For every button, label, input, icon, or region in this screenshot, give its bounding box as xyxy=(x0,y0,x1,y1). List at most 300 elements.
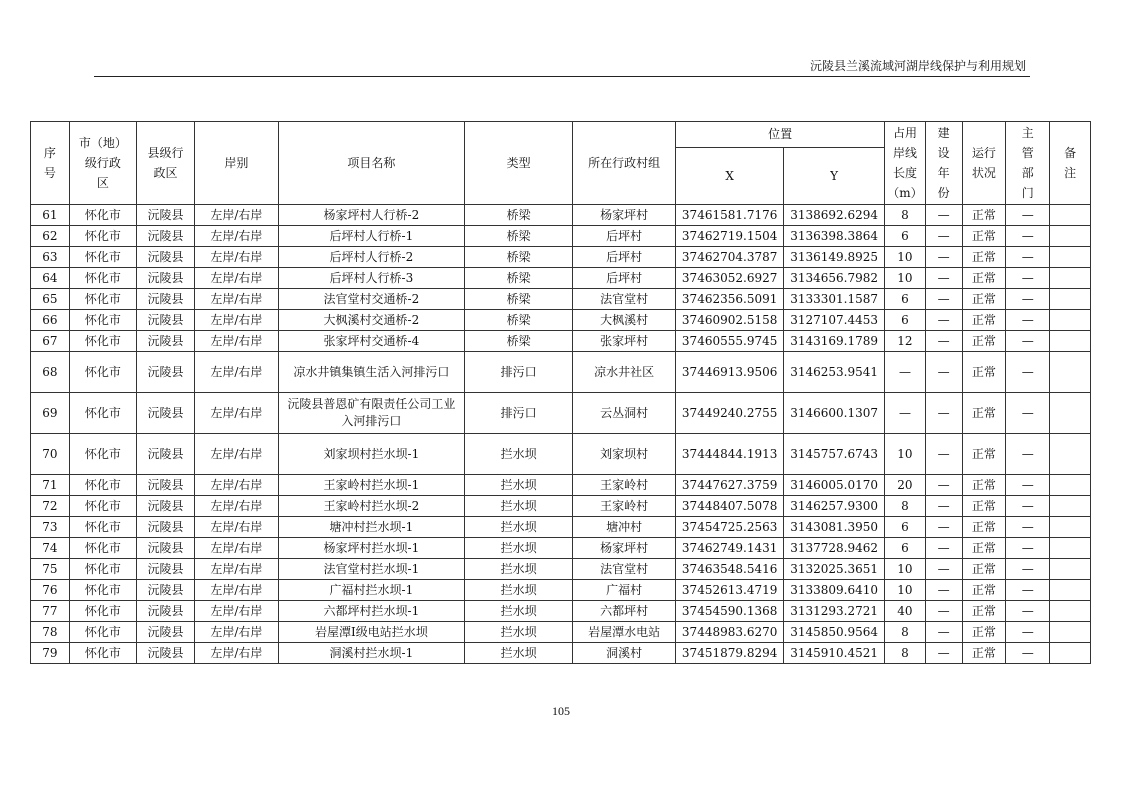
header-year: 建 设 年 份 xyxy=(925,122,962,205)
cell-y: 3145910.4521 xyxy=(784,643,885,664)
cell-y: 3127107.4453 xyxy=(784,310,885,331)
cell-city: 怀化市 xyxy=(69,496,136,517)
cell-dept: — xyxy=(1006,559,1050,580)
cell-x: 37461581.7176 xyxy=(676,205,784,226)
cell-dept: — xyxy=(1006,226,1050,247)
cell-dept: — xyxy=(1006,517,1050,538)
table-row xyxy=(31,580,1091,601)
cell-village: 法官堂村 xyxy=(573,559,676,580)
cell-note xyxy=(1050,247,1091,268)
cell-city: 怀化市 xyxy=(69,247,136,268)
cell-y: 3143169.1789 xyxy=(784,331,885,352)
cell-length: — xyxy=(885,393,926,434)
table-row xyxy=(31,268,1091,289)
header-county: 县级行 政区 xyxy=(136,122,194,205)
cell-seq: 62 xyxy=(31,226,70,247)
header-dept: 主 管 部 门 xyxy=(1006,122,1050,205)
cell-dept: — xyxy=(1006,393,1050,434)
cell-dept: — xyxy=(1006,289,1050,310)
header-status: 运行 状况 xyxy=(962,122,1006,205)
cell-status: 正常 xyxy=(962,559,1006,580)
cell-status: 正常 xyxy=(962,622,1006,643)
cell-bank: 左岸/右岸 xyxy=(195,434,279,475)
cell-bank: 左岸/右岸 xyxy=(195,247,279,268)
cell-note xyxy=(1050,393,1091,434)
table-row xyxy=(31,331,1091,352)
cell-village: 后坪村 xyxy=(573,247,676,268)
cell-length: — xyxy=(885,352,926,393)
cell-year: — xyxy=(925,517,962,538)
cell-status: 正常 xyxy=(962,496,1006,517)
cell-status: 正常 xyxy=(962,517,1006,538)
cell-dept: — xyxy=(1006,310,1050,331)
cell-dept: — xyxy=(1006,622,1050,643)
cell-project-name: 广福村拦水坝-1 xyxy=(278,580,465,601)
cell-city: 怀化市 xyxy=(69,268,136,289)
header-position: 位置 xyxy=(676,122,885,148)
cell-seq: 76 xyxy=(31,580,70,601)
table-row xyxy=(31,622,1091,643)
cell-note xyxy=(1050,434,1091,475)
cell-status: 正常 xyxy=(962,289,1006,310)
cell-status: 正常 xyxy=(962,247,1006,268)
cell-city: 怀化市 xyxy=(69,434,136,475)
cell-note xyxy=(1050,517,1091,538)
cell-seq: 64 xyxy=(31,268,70,289)
cell-project-name: 张家坪村交通桥-4 xyxy=(278,331,465,352)
cell-length: 40 xyxy=(885,601,926,622)
cell-x: 37462719.1504 xyxy=(676,226,784,247)
cell-city: 怀化市 xyxy=(69,289,136,310)
table-row xyxy=(31,601,1091,622)
cell-dept: — xyxy=(1006,496,1050,517)
cell-type: 桥梁 xyxy=(465,226,573,247)
cell-x: 37463548.5416 xyxy=(676,559,784,580)
cell-year: — xyxy=(925,352,962,393)
cell-county: 沅陵县 xyxy=(136,289,194,310)
table-row xyxy=(31,643,1091,664)
cell-project-name: 沅陵县普恩矿有限责任公司工业入河排污口 xyxy=(278,393,465,434)
cell-type: 拦水坝 xyxy=(465,622,573,643)
cell-status: 正常 xyxy=(962,538,1006,559)
cell-seq: 77 xyxy=(31,601,70,622)
cell-bank: 左岸/右岸 xyxy=(195,310,279,331)
cell-city: 怀化市 xyxy=(69,205,136,226)
table-body xyxy=(31,205,1091,664)
cell-city: 怀化市 xyxy=(69,538,136,559)
cell-city: 怀化市 xyxy=(69,580,136,601)
cell-city: 怀化市 xyxy=(69,559,136,580)
cell-x: 37449240.2755 xyxy=(676,393,784,434)
cell-city: 怀化市 xyxy=(69,601,136,622)
cell-village: 杨家坪村 xyxy=(573,538,676,559)
cell-city: 怀化市 xyxy=(69,517,136,538)
cell-x: 37462704.3787 xyxy=(676,247,784,268)
header-rule xyxy=(94,76,1030,77)
table-row xyxy=(31,205,1091,226)
cell-y: 3137728.9462 xyxy=(784,538,885,559)
cell-type: 拦水坝 xyxy=(465,496,573,517)
cell-length: 6 xyxy=(885,310,926,331)
cell-status: 正常 xyxy=(962,226,1006,247)
document-header-title: 沅陵县兰溪流域河湖岸线保护与利用规划 xyxy=(809,59,1026,73)
cell-y: 3132025.3651 xyxy=(784,559,885,580)
table-row xyxy=(31,559,1091,580)
cell-project-name: 杨家坪村拦水坝-1 xyxy=(278,538,465,559)
cell-city: 怀化市 xyxy=(69,226,136,247)
cell-status: 正常 xyxy=(962,352,1006,393)
cell-type: 拦水坝 xyxy=(465,580,573,601)
cell-year: — xyxy=(925,434,962,475)
cell-seq: 75 xyxy=(31,559,70,580)
cell-bank: 左岸/右岸 xyxy=(195,352,279,393)
cell-dept: — xyxy=(1006,580,1050,601)
cell-note xyxy=(1050,226,1091,247)
cell-county: 沅陵县 xyxy=(136,559,194,580)
table-row xyxy=(31,538,1091,559)
cell-bank: 左岸/右岸 xyxy=(195,622,279,643)
cell-note xyxy=(1050,580,1091,601)
cell-y: 3145850.9564 xyxy=(784,622,885,643)
cell-x: 37463052.6927 xyxy=(676,268,784,289)
cell-project-name: 塘冲村拦水坝-1 xyxy=(278,517,465,538)
header-x: X xyxy=(676,148,784,205)
cell-length: 20 xyxy=(885,475,926,496)
cell-type: 拦水坝 xyxy=(465,538,573,559)
cell-project-name: 法官堂村拦水坝-1 xyxy=(278,559,465,580)
cell-length: 12 xyxy=(885,331,926,352)
cell-project-name: 后坪村人行桥-3 xyxy=(278,268,465,289)
cell-status: 正常 xyxy=(962,205,1006,226)
cell-length: 6 xyxy=(885,538,926,559)
cell-length: 10 xyxy=(885,247,926,268)
cell-city: 怀化市 xyxy=(69,393,136,434)
table-row xyxy=(31,247,1091,268)
cell-x: 37451879.8294 xyxy=(676,643,784,664)
cell-project-name: 岩屋潭Ⅰ级电站拦水坝 xyxy=(278,622,465,643)
cell-length: 8 xyxy=(885,205,926,226)
cell-bank: 左岸/右岸 xyxy=(195,538,279,559)
cell-village: 云丛洞村 xyxy=(573,393,676,434)
cell-bank: 左岸/右岸 xyxy=(195,226,279,247)
cell-project-name: 后坪村人行桥-2 xyxy=(278,247,465,268)
table-row xyxy=(31,352,1091,393)
header-seq: 序 号 xyxy=(31,122,70,205)
cell-length: 6 xyxy=(885,226,926,247)
cell-dept: — xyxy=(1006,434,1050,475)
cell-year: — xyxy=(925,580,962,601)
cell-y: 3143081.3950 xyxy=(784,517,885,538)
cell-bank: 左岸/右岸 xyxy=(195,643,279,664)
cell-status: 正常 xyxy=(962,331,1006,352)
cell-village: 岩屋潭水电站 xyxy=(573,622,676,643)
cell-y: 3136149.8925 xyxy=(784,247,885,268)
cell-county: 沅陵县 xyxy=(136,601,194,622)
cell-year: — xyxy=(925,475,962,496)
cell-year: — xyxy=(925,622,962,643)
cell-project-name: 法官堂村交通桥-2 xyxy=(278,289,465,310)
cell-note xyxy=(1050,538,1091,559)
cell-dept: — xyxy=(1006,475,1050,496)
cell-x: 37454590.1368 xyxy=(676,601,784,622)
cell-note xyxy=(1050,352,1091,393)
table-row xyxy=(31,517,1091,538)
cell-type: 桥梁 xyxy=(465,289,573,310)
cell-status: 正常 xyxy=(962,475,1006,496)
cell-city: 怀化市 xyxy=(69,310,136,331)
cell-county: 沅陵县 xyxy=(136,475,194,496)
page-number: 105 xyxy=(552,704,570,718)
cell-length: 10 xyxy=(885,580,926,601)
cell-county: 沅陵县 xyxy=(136,517,194,538)
header-project-name: 项目名称 xyxy=(278,122,465,205)
cell-county: 沅陵县 xyxy=(136,247,194,268)
cell-seq: 72 xyxy=(31,496,70,517)
cell-note xyxy=(1050,268,1091,289)
cell-dept: — xyxy=(1006,538,1050,559)
cell-dept: — xyxy=(1006,247,1050,268)
cell-year: — xyxy=(925,538,962,559)
cell-status: 正常 xyxy=(962,580,1006,601)
cell-y: 3133809.6410 xyxy=(784,580,885,601)
cell-x: 37447627.3759 xyxy=(676,475,784,496)
cell-seq: 61 xyxy=(31,205,70,226)
cell-note xyxy=(1050,310,1091,331)
cell-year: — xyxy=(925,643,962,664)
cell-y: 3133301.1587 xyxy=(784,289,885,310)
cell-year: — xyxy=(925,601,962,622)
cell-y: 3146600.1307 xyxy=(784,393,885,434)
cell-city: 怀化市 xyxy=(69,643,136,664)
cell-dept: — xyxy=(1006,268,1050,289)
cell-length: 8 xyxy=(885,622,926,643)
cell-county: 沅陵县 xyxy=(136,268,194,289)
cell-year: — xyxy=(925,226,962,247)
cell-note xyxy=(1050,559,1091,580)
cell-type: 拦水坝 xyxy=(465,643,573,664)
cell-seq: 68 xyxy=(31,352,70,393)
cell-length: 10 xyxy=(885,268,926,289)
cell-x: 37462356.5091 xyxy=(676,289,784,310)
cell-x: 37462749.1431 xyxy=(676,538,784,559)
cell-seq: 65 xyxy=(31,289,70,310)
cell-type: 排污口 xyxy=(465,393,573,434)
cell-y: 3131293.2721 xyxy=(784,601,885,622)
cell-year: — xyxy=(925,310,962,331)
cell-y: 3136398.3864 xyxy=(784,226,885,247)
table-row xyxy=(31,496,1091,517)
cell-seq: 69 xyxy=(31,393,70,434)
cell-year: — xyxy=(925,496,962,517)
header-type: 类型 xyxy=(465,122,573,205)
cell-project-name: 王家岭村拦水坝-1 xyxy=(278,475,465,496)
cell-seq: 66 xyxy=(31,310,70,331)
cell-bank: 左岸/右岸 xyxy=(195,475,279,496)
cell-length: 6 xyxy=(885,289,926,310)
header-bank: 岸别 xyxy=(195,122,279,205)
cell-village: 塘冲村 xyxy=(573,517,676,538)
cell-type: 拦水坝 xyxy=(465,559,573,580)
cell-status: 正常 xyxy=(962,434,1006,475)
cell-note xyxy=(1050,622,1091,643)
cell-status: 正常 xyxy=(962,393,1006,434)
cell-status: 正常 xyxy=(962,310,1006,331)
cell-seq: 63 xyxy=(31,247,70,268)
cell-village: 六都坪村 xyxy=(573,601,676,622)
cell-bank: 左岸/右岸 xyxy=(195,601,279,622)
table-row xyxy=(31,434,1091,475)
cell-length: 8 xyxy=(885,643,926,664)
cell-project-name: 后坪村人行桥-1 xyxy=(278,226,465,247)
cell-x: 37460555.9745 xyxy=(676,331,784,352)
cell-bank: 左岸/右岸 xyxy=(195,559,279,580)
table-row xyxy=(31,289,1091,310)
table-row xyxy=(31,393,1091,434)
cell-dept: — xyxy=(1006,205,1050,226)
cell-type: 桥梁 xyxy=(465,331,573,352)
cell-project-name: 杨家坪村人行桥-2 xyxy=(278,205,465,226)
cell-x: 37454725.2563 xyxy=(676,517,784,538)
cell-county: 沅陵县 xyxy=(136,226,194,247)
cell-city: 怀化市 xyxy=(69,352,136,393)
cell-county: 沅陵县 xyxy=(136,622,194,643)
cell-note xyxy=(1050,496,1091,517)
cell-status: 正常 xyxy=(962,601,1006,622)
cell-village: 洞溪村 xyxy=(573,643,676,664)
cell-seq: 73 xyxy=(31,517,70,538)
cell-city: 怀化市 xyxy=(69,331,136,352)
cell-length: 10 xyxy=(885,434,926,475)
cell-status: 正常 xyxy=(962,643,1006,664)
cell-x: 37448407.5078 xyxy=(676,496,784,517)
cell-bank: 左岸/右岸 xyxy=(195,205,279,226)
cell-project-name: 大枫溪村交通桥-2 xyxy=(278,310,465,331)
cell-type: 拦水坝 xyxy=(465,601,573,622)
cell-project-name: 刘家坝村拦水坝-1 xyxy=(278,434,465,475)
header-length: 占用 岸线 长度 （m） xyxy=(885,122,926,205)
cell-city: 怀化市 xyxy=(69,475,136,496)
cell-y: 3138692.6294 xyxy=(784,205,885,226)
cell-county: 沅陵县 xyxy=(136,393,194,434)
cell-project-name: 洞溪村拦水坝-1 xyxy=(278,643,465,664)
cell-seq: 71 xyxy=(31,475,70,496)
cell-y: 3134656.7982 xyxy=(784,268,885,289)
cell-seq: 70 xyxy=(31,434,70,475)
cell-year: — xyxy=(925,205,962,226)
header-y: Y xyxy=(784,148,885,205)
cell-village: 广福村 xyxy=(573,580,676,601)
cell-village: 王家岭村 xyxy=(573,496,676,517)
cell-village: 凉水井社区 xyxy=(573,352,676,393)
cell-village: 后坪村 xyxy=(573,226,676,247)
cell-seq: 74 xyxy=(31,538,70,559)
cell-type: 桥梁 xyxy=(465,310,573,331)
cell-y: 3145757.6743 xyxy=(784,434,885,475)
cell-city: 怀化市 xyxy=(69,622,136,643)
cell-bank: 左岸/右岸 xyxy=(195,331,279,352)
cell-bank: 左岸/右岸 xyxy=(195,517,279,538)
cell-county: 沅陵县 xyxy=(136,352,194,393)
cell-bank: 左岸/右岸 xyxy=(195,393,279,434)
cell-year: — xyxy=(925,559,962,580)
cell-bank: 左岸/右岸 xyxy=(195,268,279,289)
cell-length: 10 xyxy=(885,559,926,580)
cell-note xyxy=(1050,643,1091,664)
cell-year: — xyxy=(925,331,962,352)
cell-type: 拦水坝 xyxy=(465,475,573,496)
cell-village: 刘家坝村 xyxy=(573,434,676,475)
cell-dept: — xyxy=(1006,352,1050,393)
cell-year: — xyxy=(925,247,962,268)
cell-dept: — xyxy=(1006,601,1050,622)
cell-project-name: 六都坪村拦水坝-1 xyxy=(278,601,465,622)
cell-county: 沅陵县 xyxy=(136,331,194,352)
cell-x: 37452613.4719 xyxy=(676,580,784,601)
table-row xyxy=(31,310,1091,331)
cell-y: 3146257.9300 xyxy=(784,496,885,517)
cell-county: 沅陵县 xyxy=(136,643,194,664)
cell-county: 沅陵县 xyxy=(136,580,194,601)
cell-village: 张家坪村 xyxy=(573,331,676,352)
cell-type: 拦水坝 xyxy=(465,434,573,475)
cell-county: 沅陵县 xyxy=(136,310,194,331)
cell-bank: 左岸/右岸 xyxy=(195,580,279,601)
cell-length: 8 xyxy=(885,496,926,517)
cell-seq: 79 xyxy=(31,643,70,664)
cell-x: 37460902.5158 xyxy=(676,310,784,331)
cell-bank: 左岸/右岸 xyxy=(195,289,279,310)
cell-village: 王家岭村 xyxy=(573,475,676,496)
shoreline-projects-table xyxy=(30,121,1091,664)
cell-type: 排污口 xyxy=(465,352,573,393)
cell-y: 3146005.0170 xyxy=(784,475,885,496)
cell-village: 大枫溪村 xyxy=(573,310,676,331)
cell-status: 正常 xyxy=(962,268,1006,289)
cell-project-name: 凉水井镇集镇生活入河排污口 xyxy=(278,352,465,393)
cell-note xyxy=(1050,601,1091,622)
header-note: 备 注 xyxy=(1050,122,1091,205)
cell-type: 桥梁 xyxy=(465,268,573,289)
cell-county: 沅陵县 xyxy=(136,205,194,226)
cell-x: 37446913.9506 xyxy=(676,352,784,393)
cell-village: 后坪村 xyxy=(573,268,676,289)
cell-village: 杨家坪村 xyxy=(573,205,676,226)
cell-type: 桥梁 xyxy=(465,205,573,226)
cell-year: — xyxy=(925,393,962,434)
cell-dept: — xyxy=(1006,331,1050,352)
header-village: 所在行政村组 xyxy=(573,122,676,205)
cell-note xyxy=(1050,289,1091,310)
table-row xyxy=(31,226,1091,247)
cell-x: 37448983.6270 xyxy=(676,622,784,643)
cell-note xyxy=(1050,475,1091,496)
table-row xyxy=(31,475,1091,496)
cell-note xyxy=(1050,205,1091,226)
cell-project-name: 王家岭村拦水坝-2 xyxy=(278,496,465,517)
cell-length: 6 xyxy=(885,517,926,538)
cell-county: 沅陵县 xyxy=(136,496,194,517)
cell-dept: — xyxy=(1006,643,1050,664)
header-city: 市（地） 级行政 区 xyxy=(69,122,136,205)
cell-year: — xyxy=(925,268,962,289)
cell-seq: 78 xyxy=(31,622,70,643)
cell-county: 沅陵县 xyxy=(136,538,194,559)
cell-bank: 左岸/右岸 xyxy=(195,496,279,517)
cell-note xyxy=(1050,331,1091,352)
cell-x: 37444844.1913 xyxy=(676,434,784,475)
cell-type: 桥梁 xyxy=(465,247,573,268)
cell-county: 沅陵县 xyxy=(136,434,194,475)
